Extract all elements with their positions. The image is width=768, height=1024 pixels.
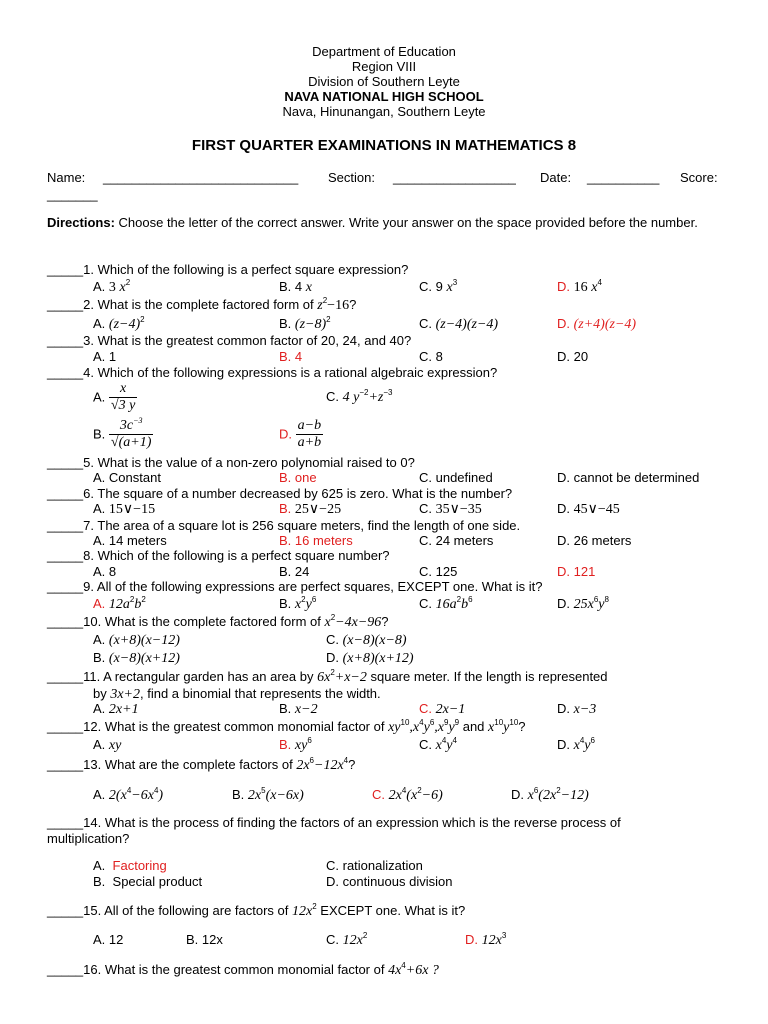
q5-option-d: D. cannot be determined — [557, 470, 700, 485]
q4-option-d: D. $\frac{a-b}{a+b}$ — [279, 418, 322, 450]
question-10: _____10. What is the complete factored form of $x^2-4x-96$? — [47, 613, 389, 630]
q14-option-a: A. Factoring — [93, 858, 167, 873]
question-15: _____15. All of the following are factors of $12x^2$ EXCEPT one. What is it? — [47, 902, 466, 919]
q8-option-c: C. 125 — [419, 564, 458, 579]
q15-option-d: D. $12x^3$ — [465, 931, 507, 948]
q10-option-c: C. (x−8)(x−8) — [326, 632, 407, 648]
score-blank: _______ — [47, 187, 98, 202]
q11-option-b: B. x−2 — [279, 701, 318, 717]
q11-option-d: D. x−3 — [557, 701, 597, 717]
q6-option-d: D. 45∨−45 — [557, 501, 620, 517]
section-blank: _________________ — [393, 170, 516, 185]
q12-option-b: B. $xy^6$ — [279, 736, 312, 753]
q9-option-c: C. $16a^2b^6$ — [419, 595, 473, 612]
q1-option-a: A. 3 $x^2$ — [93, 278, 131, 295]
q10-option-d: D. (x+8)(x+12) — [326, 650, 414, 666]
q5-option-a: A. Constant — [93, 470, 161, 485]
q3-option-c: C. 8 — [419, 349, 443, 364]
q1-option-c: C. 9 $x^3$ — [419, 278, 458, 295]
q12-option-c: C. $x^4y^4$ — [419, 736, 457, 753]
q11-option-c: C. 2x−1 — [419, 701, 466, 717]
q8-option-d: D. 121 — [557, 564, 596, 579]
question-7: _____7. The area of a square lot is 256 square meters, find the length of one side. — [47, 518, 521, 533]
directions-label: Directions: — [47, 215, 115, 230]
q12-option-d: D. $x^4y^6$ — [557, 736, 595, 753]
q6-option-c: C. 35∨−35 — [419, 501, 482, 517]
date-label: Date: — [540, 170, 572, 185]
q3-option-a: A. 1 — [93, 349, 117, 364]
q10-option-b: B. (x−8)(x+12) — [93, 650, 180, 666]
q13-option-b: B. $2x^5(x-6x)$ — [232, 786, 304, 803]
question-4: _____4. Which of the following expressions is a rational algebraic expression? — [47, 365, 498, 380]
question-text: 1. Which of the following is a perfect square expression? — [83, 262, 409, 277]
question-14: _____14. What is the process of finding the factors of an expression which is the reverse process of — [47, 815, 621, 830]
q15-option-a: A. 12 — [93, 932, 124, 947]
q9-option-b: B. $x^2y^6$ — [279, 595, 317, 612]
q13-option-c: C. $2x^4(x^2-6)$ — [372, 786, 443, 803]
q7-option-c: C. 24 meters — [419, 533, 494, 548]
q2-option-c: C. (z−4)(z−4) — [419, 316, 499, 332]
question-3: _____3. What is the greatest common factor of 20, 24, and 40? — [47, 333, 412, 348]
header-division: Division of Southern Leyte — [308, 74, 460, 89]
q11-option-a: A. 2x+1 — [93, 701, 139, 717]
question-8: _____8. Which of the following is a perfect square number? — [47, 548, 390, 563]
question-14-line2: multiplication? — [47, 831, 130, 846]
q6-option-a: A. 15∨−15 — [93, 501, 156, 517]
q10-option-a: A. (x+8)(x−12) — [93, 632, 180, 648]
q15-option-b: B. 12x — [186, 932, 223, 947]
q2-option-a: A. $(z-4)^2$ — [93, 315, 145, 332]
q13-option-a: A. $2(x^4-6x^4)$ — [93, 786, 164, 803]
question-12: _____12. What is the greatest common monomial factor of $xy^{10},x^4y^6,x^9y^9$ and $x^{10}y^{10}$? — [47, 718, 526, 735]
q5-option-b: B. one — [279, 470, 317, 485]
header-department: Department of Education — [312, 44, 456, 59]
q2-option-b: B. $(z-8)^2$ — [279, 315, 331, 332]
answer-blank: _____ — [47, 262, 84, 277]
q1-option-d: D. 16 $x^4$ — [557, 278, 602, 295]
q13-option-d: D. $x^6(2x^2-12)$ — [511, 786, 589, 803]
q3-option-b: B. 4 — [279, 349, 303, 364]
name-label: Name: — [47, 170, 86, 185]
question-11: _____11. A rectangular garden has an area by $6x^2+x-2$ square meter. If the length is represented — [47, 668, 608, 685]
name-blank: ___________________________ — [103, 170, 299, 185]
question-13: _____13. What are the complete factors of $2x^6-12x^4$? — [47, 756, 356, 773]
q14-option-d: D. continuous division — [326, 874, 453, 889]
q4-option-a: A. $\frac{x}{√3 y}$ — [93, 381, 136, 413]
q8-option-b: B. 24 — [279, 564, 310, 579]
question-16: _____16. What is the greatest common monomial factor of $4x^4+6x$ ? — [47, 961, 439, 978]
q4-option-b: B. $\frac{3c^{-3}}{√(a+1)}$ — [93, 416, 152, 450]
q3-option-d: D. 20 — [557, 349, 589, 364]
directions — [47, 215, 720, 231]
header-address: Nava, Hinunangan, Southern Leyte — [282, 104, 486, 119]
exam-title: FIRST QUARTER EXAMINATIONS IN MATHEMATICS 8 — [191, 137, 577, 154]
q9-option-d: D. $25x^6y^8$ — [557, 595, 609, 612]
q6-option-b: B. 25∨−25 — [279, 501, 342, 517]
q14-option-c: C. rationalization — [326, 858, 423, 873]
question-2: _____2. What is the complete factored form of $z^2-16$? — [47, 296, 357, 313]
question-6: _____6. The square of a number decreased by 625 is zero. What is the number? — [47, 486, 513, 501]
q9-option-a: A. $12a^2b^2$ — [93, 595, 146, 612]
q7-option-b: B. 16 meters — [279, 533, 353, 548]
q7-option-a: A. 14 meters — [93, 533, 167, 548]
date-blank: __________ — [587, 170, 660, 185]
q4-option-c: C. 4 $y^{-2}+z^{-3}$ — [326, 388, 393, 405]
question-9: _____9. All of the following expressions are perfect squares, EXCEPT one. What is it? — [47, 579, 543, 594]
header-school: NAVA NATIONAL HIGH SCHOOL — [284, 89, 484, 104]
question-1 — [47, 262, 408, 278]
q2-option-d: D. (z+4)(z−4) — [557, 316, 637, 332]
section-label: Section: — [328, 170, 375, 185]
question-5: _____5. What is the value of a non-zero polynomial raised to 0? — [47, 455, 415, 470]
question-11-line2: by 3x+2, find a binomial that represents the width. — [93, 686, 381, 702]
q12-option-a: A. xy — [93, 737, 122, 753]
q8-option-a: A. 8 — [93, 564, 117, 579]
q5-option-c: C. undefined — [419, 470, 493, 485]
score-label: Score: — [680, 170, 718, 185]
q14-option-b: B. Special product — [93, 874, 203, 889]
header-region: Region VIII — [351, 59, 417, 74]
q1-option-b: B. 4 x — [279, 279, 312, 295]
q15-option-c: C. $12x^2$ — [326, 931, 368, 948]
directions-text: Choose the letter of the correct answer. Write your answer on the space provided before the number. — [114, 215, 698, 230]
q7-option-d: D. 26 meters — [557, 533, 632, 548]
